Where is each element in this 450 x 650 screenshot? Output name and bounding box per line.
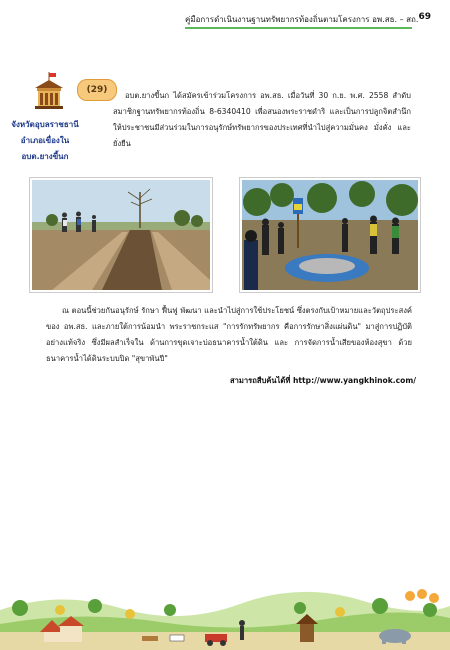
header-divider bbox=[185, 27, 412, 29]
footer-landscape-illustration bbox=[0, 580, 450, 650]
page-number: 69 bbox=[418, 12, 431, 22]
district-label: อำเภอเขื่องใน bbox=[20, 136, 70, 145]
location-label bbox=[4, 117, 86, 165]
intro-paragraph bbox=[113, 88, 411, 152]
trench-photo bbox=[30, 178, 212, 292]
body-paragraph bbox=[46, 303, 412, 367]
website-reference: สามารถสืบค้นได้ที่ http://www.yangkhinok.com/ bbox=[230, 376, 417, 385]
entry-number-badge: (29) bbox=[77, 79, 117, 101]
province-label: จังหวัดอุบลราชธานี bbox=[11, 120, 79, 129]
water-bank-photo bbox=[240, 178, 420, 292]
header-title: คู่มือการดำเนินงานฐานทรัพยากรท้องถิ่นตามโครงการ อพ.สธ. – สถ. bbox=[185, 15, 419, 24]
page-header bbox=[185, 10, 435, 30]
body-text: ณ ตอนนี้ช่วยกันอนุรักษ์ รักษา ฟื้นฟู พัฒนา และนำไปสู่การใช้ประโยชน์ ซึ่งตรงกับเป้าหมายและวัตถุประสงค์ของ อพ.สธ. และภายใต้การน้อมนำ พระราชกระแส "การรักทรัพยากร คือการรักษาสิ่งแผ่นดิน" มาสู่การปฏิบัติอย่างแท้จริง ซึ่งมีผลสำเร็จใน ด้านการขุดเจาะบ่อธนาคารน้ำใต้ดิน และ การจัดการน้ำเสียของห้องสุขา ด้วยธนาคารน้ำได้ดินระบบปิด "สุขาพันปี" bbox=[46, 306, 412, 363]
government-building-icon bbox=[32, 72, 66, 112]
organization-label: อบต.ยางขี้นก bbox=[21, 152, 69, 161]
intro-text: อบต.ยางขี้นก ได้สมัครเข้าร่วมโครงการ อพ.สธ. เมื่อวันที่ 30 ก.ย. พ.ศ. 2558 สำดับสมาชิกฐานทรัพยากรท้องถิ่น 8-6340410 เพื่อสนองพระราชดำริ และเป็นการปลูกจิตสำนึกให้ประชาชนมีส่วนร่วมในการอนุรักษ์ทรัพยากรของประเทศที่นำไปสู่ความมั่นคง มั่งคั่ง และยั่งยืน bbox=[113, 91, 411, 148]
